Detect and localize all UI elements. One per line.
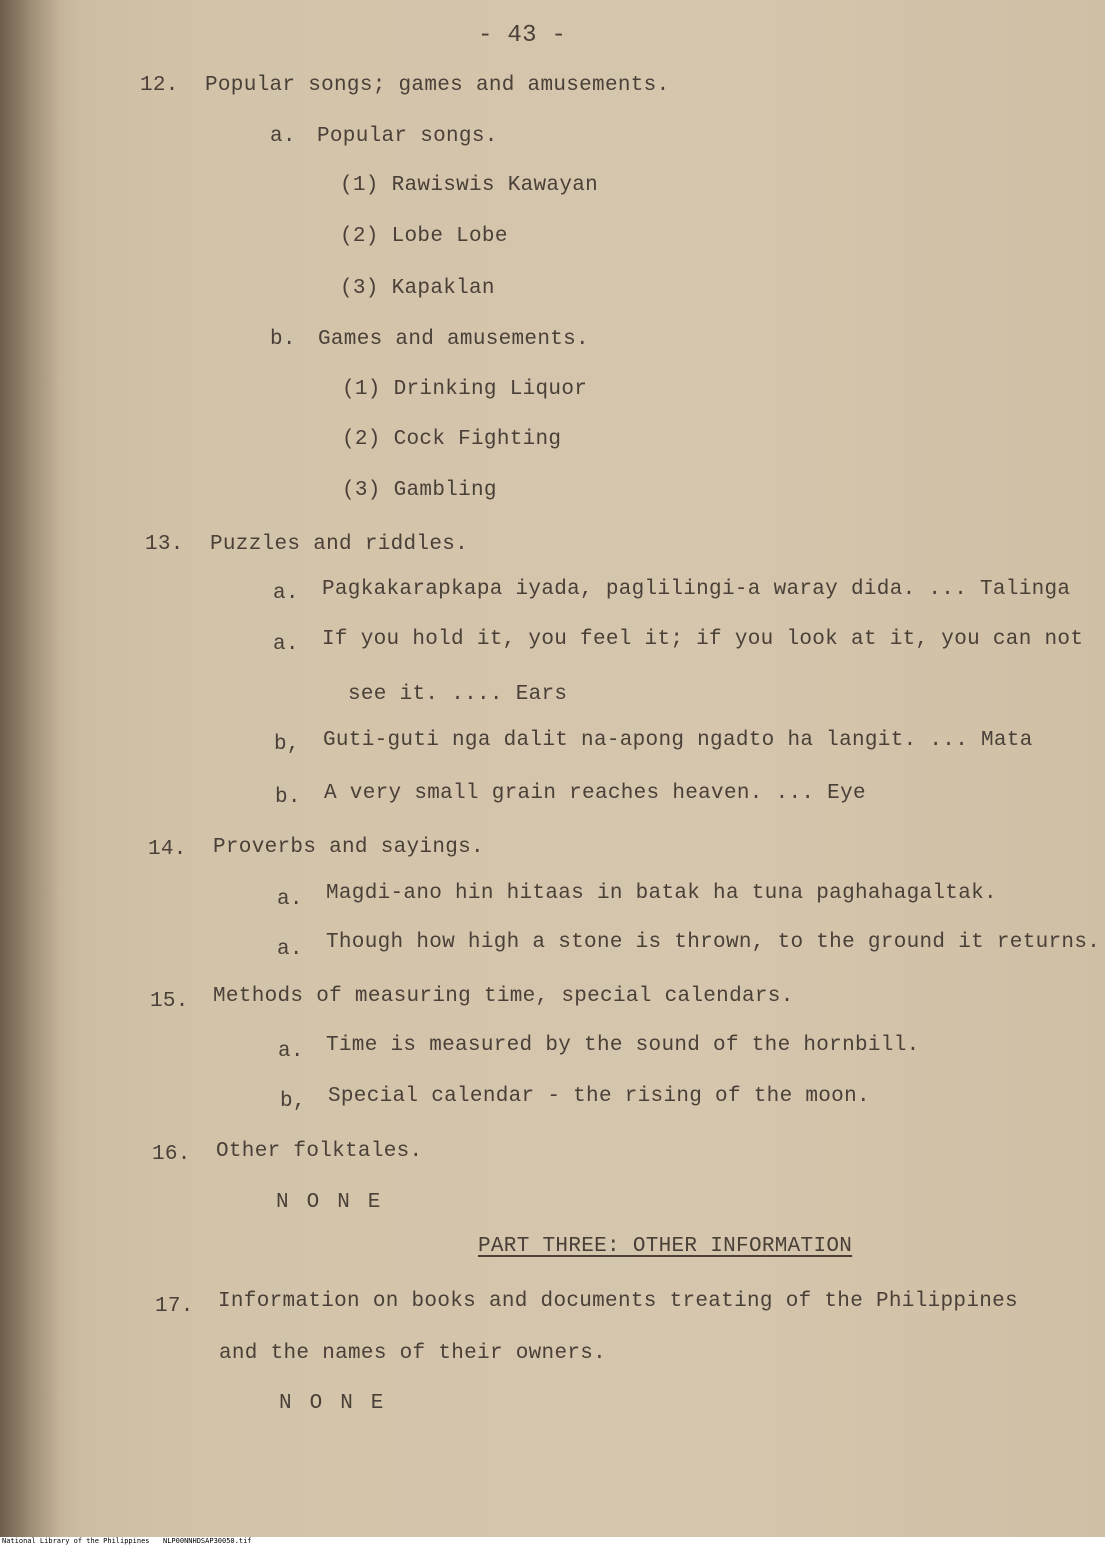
part-three-heading: PART THREE: OTHER INFORMATION (478, 1235, 853, 1258)
time-method-label: b, (280, 1090, 306, 1113)
game-item: (2) Cock Fighting (342, 428, 562, 451)
section-15-title: Methods of measuring time, special calendars. (213, 985, 794, 1008)
proverb-text: Though how high a stone is thrown, to the ground it returns. (326, 931, 1101, 954)
section-14-number: 14. (148, 838, 187, 861)
game-item: (3) Gambling (342, 479, 497, 502)
footer-filename: NLP00NNHDSAP30050.tif (163, 1537, 252, 1545)
game-item: (1) Drinking Liquor (342, 378, 588, 401)
riddle-text-continued: see it. .... Ears (348, 683, 568, 706)
footer-library: National Library of the Philippines (2, 1537, 150, 1545)
time-method-label: a. (278, 1040, 304, 1063)
section-17-none: NONE (279, 1392, 402, 1415)
section-12-title: Popular songs; games and amusements. (205, 74, 670, 97)
section-16-title: Other folktales. (216, 1140, 423, 1163)
song-item: (1) Rawiswis Kawayan (340, 174, 599, 197)
page-number: - 43 - (478, 22, 567, 49)
section-17-title: Information on books and documents treating of the Philippines (218, 1290, 1018, 1313)
riddle-label: b. (275, 786, 301, 809)
riddle-text: Guti-guti nga dalit na-apong ngadto ha langit. ... Mata (323, 729, 1033, 752)
section-15-number: 15. (150, 990, 189, 1013)
riddle-text: Pagkakarapkapa iyada, paglilingi-a waray dida. ... Talinga (322, 578, 1071, 601)
riddle-text: If you hold it, you feel it; if you look at it, you can not (322, 628, 1084, 651)
section-16-none: NONE (276, 1191, 399, 1214)
section-17-title-continued: and the names of their owners. (219, 1342, 607, 1365)
section-14-title: Proverbs and sayings. (213, 836, 484, 859)
proverb-label: a. (277, 938, 303, 961)
section-16-number: 16. (152, 1143, 191, 1166)
proverb-label: a. (277, 888, 303, 911)
time-method-text: Special calendar - the rising of the moon. (328, 1085, 870, 1108)
song-item: (3) Kapaklan (340, 277, 495, 300)
section-12a-title: Popular songs. (317, 125, 498, 148)
scan-footer (0, 1537, 1105, 1546)
section-13-title: Puzzles and riddles. (210, 533, 469, 556)
section-12b-title: Games and amusements. (318, 328, 589, 351)
section-12-number: 12. (140, 74, 179, 97)
section-17-number: 17. (155, 1295, 194, 1318)
section-12a-label: a. (270, 125, 296, 148)
riddle-label: a. (273, 582, 299, 605)
riddle-label: b, (274, 733, 300, 756)
riddle-text: A very small grain reaches heaven. ... Eye (324, 782, 866, 805)
proverb-text: Magdi-ano hin hitaas in batak ha tuna paghahagaltak. (326, 882, 997, 905)
riddle-label: a. (273, 633, 299, 656)
song-item: (2) Lobe Lobe (340, 225, 508, 248)
section-13-number: 13. (145, 533, 184, 556)
section-12b-label: b. (270, 328, 296, 351)
time-method-text: Time is measured by the sound of the hornbill. (326, 1034, 920, 1057)
